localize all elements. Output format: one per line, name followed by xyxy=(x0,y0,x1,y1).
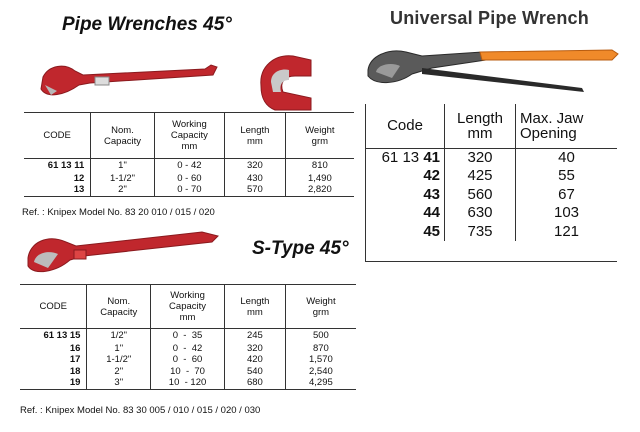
jaw-cell: 121 xyxy=(553,222,580,240)
working-cell: 0 - 35 xyxy=(151,329,225,343)
length-cell: 320 xyxy=(225,159,286,173)
nom-cell: 1-1/2" xyxy=(91,173,154,185)
code-cell xyxy=(366,148,445,167)
universal-header-length: Length mm xyxy=(445,104,516,148)
stype-title: S-Type 45° xyxy=(252,238,349,259)
length-cell: 680 xyxy=(225,377,286,389)
length-cell: 560 xyxy=(445,186,516,205)
pipe45-reference: Ref. : Knipex Model No. 83 20 010 / 015 / 020 xyxy=(22,207,215,218)
table-row xyxy=(20,366,356,378)
code-cell: 17 xyxy=(20,354,87,366)
code-cell: 18 xyxy=(20,366,87,378)
code-prefix: 61 13 xyxy=(381,148,420,166)
code-number: 44 xyxy=(423,204,440,221)
length-cell: 320 xyxy=(445,148,516,167)
table-row xyxy=(366,186,617,205)
stype-reference: Ref. : Knipex Model No. 83 30 005 / 010 / 015 / 020 / 030 xyxy=(20,405,261,416)
working-cell: 10 - 120 xyxy=(151,377,225,389)
universal-table xyxy=(366,104,617,241)
working-cell: 0 - 42 xyxy=(151,343,225,355)
weight-cell: 2,540 xyxy=(309,365,333,377)
code-cell: 19 xyxy=(20,377,87,389)
jaw-cell: 103 xyxy=(553,204,580,221)
code-cell xyxy=(366,186,445,205)
pipe45-table xyxy=(24,112,354,197)
length-cell: 735 xyxy=(445,223,516,242)
stype-header-working: Working Capacity mm xyxy=(151,285,225,329)
code-number: 45 xyxy=(423,222,440,240)
table-row xyxy=(20,377,356,389)
code-cell: 61 13 15 xyxy=(20,329,87,343)
code-number: 43 xyxy=(423,185,440,203)
weight-cell: 870 xyxy=(312,342,329,354)
code-cell: 61 13 11 xyxy=(24,159,91,173)
length-cell: 420 xyxy=(225,354,286,366)
table-row xyxy=(24,159,354,173)
weight-cell: 810 xyxy=(311,160,328,171)
table-row xyxy=(20,343,356,355)
jaw-cell: 67 xyxy=(558,185,575,203)
pipe45-title: Pipe Wrenches 45° xyxy=(62,14,232,35)
red-pipe-wrench-45-icon xyxy=(35,55,220,107)
universal-pipe-wrench-icon xyxy=(362,38,624,98)
table-row xyxy=(366,223,617,242)
stype-table xyxy=(20,284,356,390)
pipe45-header-code: CODE xyxy=(24,113,91,159)
weight-cell: 1,490 xyxy=(307,172,332,184)
weight-cell: 1,570 xyxy=(309,354,333,365)
universal-title: Universal Pipe Wrench xyxy=(390,8,589,28)
code-cell: 13 xyxy=(24,184,91,196)
pipe45-header-nom: Nom. Capacity xyxy=(91,113,154,159)
jaw-cell: 40 xyxy=(558,148,575,166)
length-cell: 430 xyxy=(225,173,286,185)
table-row xyxy=(24,184,354,196)
length-cell: 630 xyxy=(445,204,516,223)
pipe45-header-working: Working Capacity mm xyxy=(154,113,224,159)
weight-cell: 2,820 xyxy=(285,184,354,196)
weight-cell: 4,295 xyxy=(285,377,356,389)
table-row xyxy=(366,148,617,167)
working-cell: 10 - 70 xyxy=(151,366,225,378)
universal-table-bottom-border xyxy=(365,261,617,262)
nom-cell: 3" xyxy=(87,377,151,389)
nom-cell: 1/2" xyxy=(87,329,151,343)
code-number: 41 xyxy=(423,148,440,166)
weight-cell: 500 xyxy=(312,330,329,341)
length-cell: 540 xyxy=(225,366,286,378)
table-row xyxy=(24,173,354,185)
jaw-cell: 55 xyxy=(558,167,575,184)
code-cell xyxy=(366,167,445,186)
nom-cell: 2" xyxy=(91,184,154,196)
working-cell: 0 - 70 xyxy=(154,184,224,196)
pipe45-header-length: Length mm xyxy=(225,113,286,159)
table-row xyxy=(20,329,356,343)
universal-header-code: Code xyxy=(366,104,445,148)
table-row xyxy=(366,204,617,223)
stype-header-weight: Weight grm xyxy=(285,285,356,329)
table-row xyxy=(20,354,356,366)
table-row xyxy=(366,167,617,186)
universal-header-jaw: Max. Jaw Opening xyxy=(516,104,618,148)
working-cell: 0 - 60 xyxy=(151,354,225,366)
working-cell: 0 - 60 xyxy=(154,173,224,185)
length-cell: 245 xyxy=(225,329,286,343)
stype-header-code: CODE xyxy=(20,285,87,329)
code-number: 42 xyxy=(423,167,440,184)
length-cell: 425 xyxy=(445,167,516,186)
length-cell: 320 xyxy=(225,343,286,355)
nom-cell: 1" xyxy=(87,343,151,355)
length-cell: 570 xyxy=(225,184,286,196)
s-type-red-wrench-icon xyxy=(22,224,222,282)
nom-cell: 1-1/2" xyxy=(87,354,151,366)
code-cell xyxy=(366,223,445,242)
red-wrench-jaw-closeup-icon xyxy=(255,46,315,114)
stype-header-nom: Nom. Capacity xyxy=(87,285,151,329)
code-cell: 16 xyxy=(20,343,87,355)
nom-cell: 2" xyxy=(87,366,151,378)
stype-header-length: Length mm xyxy=(225,285,286,329)
pipe45-header-weight: Weight grm xyxy=(285,113,354,159)
working-cell: 0 - 42 xyxy=(154,159,224,173)
code-cell xyxy=(366,204,445,223)
code-cell: 12 xyxy=(24,173,91,185)
nom-cell: 1" xyxy=(91,159,154,173)
